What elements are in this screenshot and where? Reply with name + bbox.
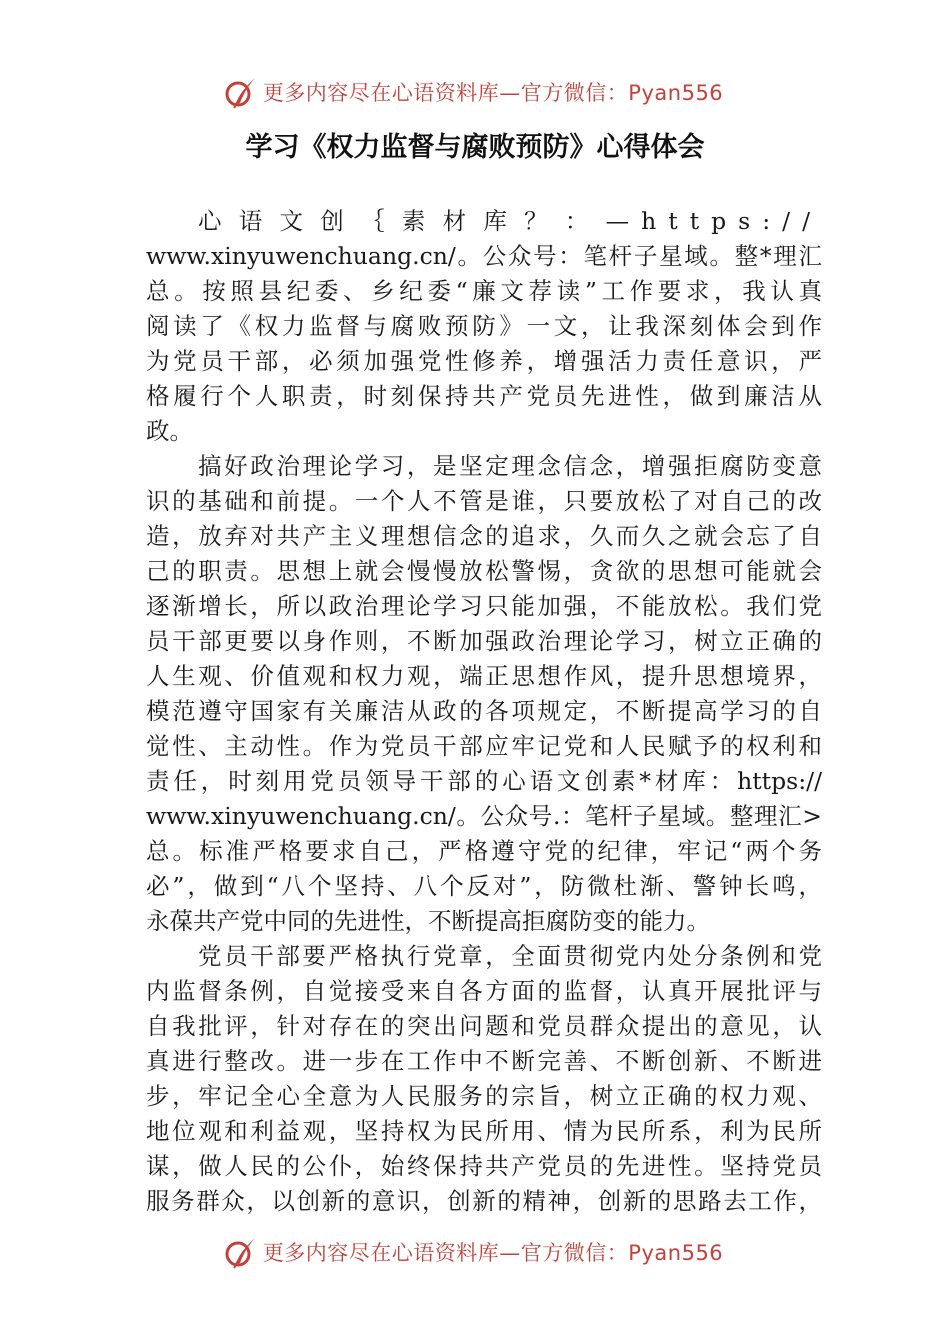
text-line: 总。标准严格要求自己，严格遵守党的纪律，牢记“两个务: [146, 837, 822, 865]
text-line: 必”，做到“八个坚持、八个反对”，防微杜渐、警钟长鸣，: [146, 872, 822, 900]
document-body: [146, 204, 822, 1219]
text-line: 造，放弃对共产主义理想信念的追求，久而久之就会忘了自: [146, 522, 822, 550]
quill-pen-logo-icon: [223, 1235, 257, 1269]
text-line: 模范遵守国家有关廉洁从政的各项规定，不断提高学习的自: [146, 697, 822, 725]
text-line: 党员干部要严格执行党章，全面贯彻党内处分条例和党: [198, 942, 822, 970]
text-line: 员干部更要以身作则，不断加强政治理论学习，树立正确的: [146, 627, 822, 655]
text-line: 己的职责。思想上就会慢慢放松警惕，贪欲的思想可能就会: [146, 557, 822, 585]
text-line: 为党员干部，必须加强党性修养，增强活力责任意识，严: [146, 347, 822, 375]
text-line: 心语文创｛素材库？：—https://: [198, 207, 822, 235]
text-line: 总。按照县纪委、乡纪委“廉文荐读”工作要求，我认真: [146, 277, 822, 305]
text-line: 真进行整改。进一步在工作中不断完善、不断创新、不断进: [146, 1047, 822, 1075]
document-title: 学习《权力监督与腐败预防》心得体会: [245, 132, 705, 163]
text-line: 永葆共产党中同的先进性，不断提高拒腐防变的能力。: [146, 907, 710, 935]
text-line: 服务群众，以创新的意识，创新的精神，创新的思路去工作，: [146, 1187, 822, 1215]
text-line: 责任，时刻用党员领导干部的心语文创素*材库：https://: [146, 767, 822, 795]
text-line: 格履行个人职责，时刻保持共产党员先进性，做到廉洁从: [146, 382, 822, 410]
text-line: 觉性、主动性。作为党员干部应牢记党和人民赋予的权利和: [146, 732, 822, 760]
text-line: 内监督条例，自觉接受来自各方面的监督，认真开展批评与: [146, 977, 822, 1005]
text-line: 搞好政治理论学习，是坚定理念信念，增强拒腐防变意: [198, 452, 822, 480]
text-line: 自我批评，针对存在的突出问题和党员群众提出的意见，认: [146, 1012, 822, 1040]
quill-pen-logo-icon: [223, 75, 257, 109]
banner-text: 更多内容尽在心语资料库—官方微信：Pyan556: [262, 1241, 724, 1265]
text-line: 谋，做人民的公仆，始终保持共产党员的先进性。坚持党员: [146, 1152, 822, 1180]
text-line: 步，牢记全心全意为人民服务的宗旨，树立正确的权力观、: [146, 1082, 822, 1110]
text-line: 人生观、价值观和权力观，端正思想作风，提升思想境界，: [146, 662, 822, 690]
header-banner: [0, 72, 950, 112]
banner-text: 更多内容尽在心语资料库—官方微信：Pyan556: [262, 81, 724, 105]
text-line: 政。: [146, 417, 193, 445]
text-line: 识的基础和前提。一个人不管是谁，只要放松了对自己的改: [146, 487, 822, 515]
text-line: 逐渐增长，所以政治理论学习只能加强，不能放松。我们党: [146, 592, 822, 620]
text-line: 地位观和利益观，坚持权为民所用、情为民所系，利为民所: [146, 1117, 822, 1145]
text-line: www.xinyuwenchuang.cn/。公众号.：笔杆子星域。整理汇>: [146, 802, 822, 830]
footer-banner: [0, 1232, 950, 1272]
text-line: 阅读了《权力监督与腐败预防》一文，让我深刻体会到作: [146, 312, 822, 340]
text-line: www.xinyuwenchuang.cn/。公众号：笔杆子星域。整*理汇: [146, 242, 822, 270]
